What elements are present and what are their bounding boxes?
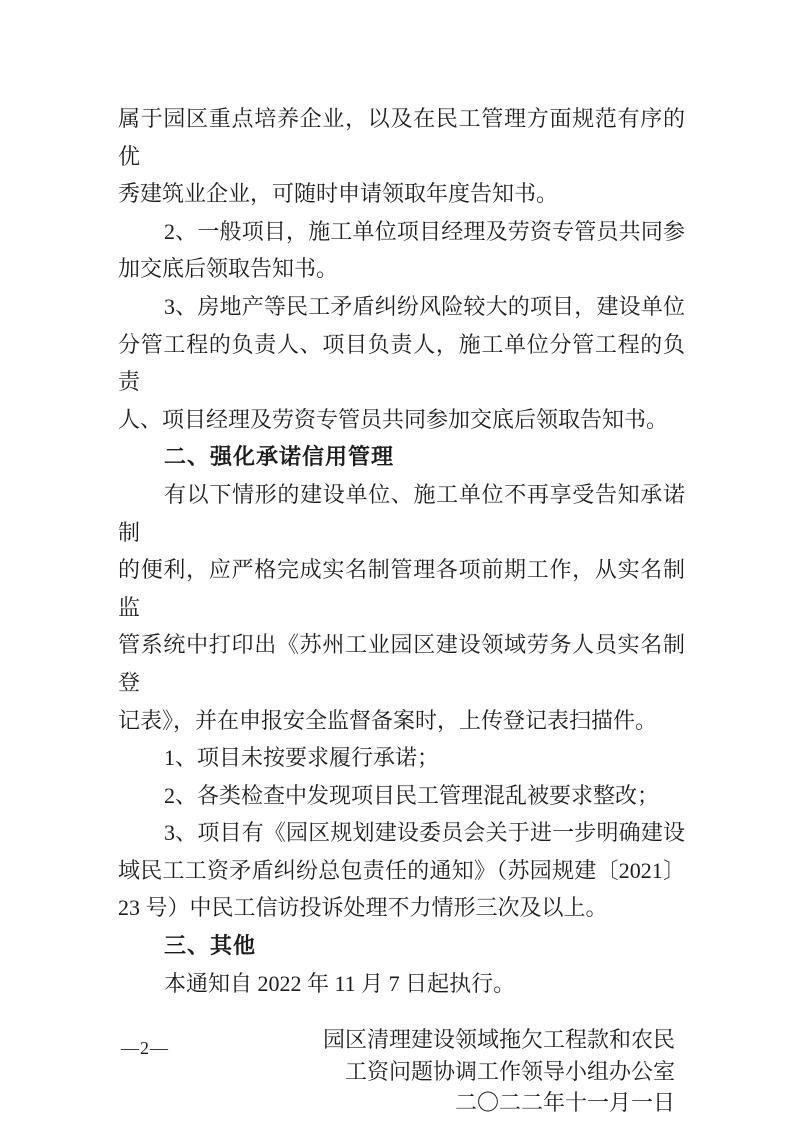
body-line: 管系统中打印出《苏州工业园区建设领域劳务人员实名制登 [118, 632, 685, 695]
body-line: 人、项目经理及劳资专管员共同参加交底后领取告知书。 [118, 406, 669, 432]
body-line: 记表》，并在申报安全监督备案时，上传登记表扫描件。 [118, 707, 658, 733]
signature-line: 二〇二二年十一月一日 [454, 1090, 675, 1116]
section-heading-3: 三、其他 [164, 933, 257, 959]
body-line: 23 号）中民工信访投诉处理不力情形三次及以上。 [118, 895, 608, 921]
body-line: 加交底后领取告知书。 [118, 256, 339, 282]
section-heading-2: 二、强化承诺信用管理 [164, 444, 395, 470]
body-line: 分管工程的负责人、项目负责人，施工单位分管工程的负责 [118, 331, 685, 395]
page-number: —2— [121, 1038, 169, 1058]
body-line: 1、项目未按要求履行承诺； [164, 745, 440, 771]
signature-line: 工资问题协调工作领导小组办公室 [344, 1058, 675, 1084]
body-line: 秀建筑业企业，可随时申请领取年度告知书。 [118, 181, 559, 207]
body-line: 域民工工资矛盾纠纷总包责任的通知》（苏园规建〔2021〕 [118, 857, 685, 883]
body-line: 有以下情形的建设单位、施工单位不再享受告知承诺制 [118, 481, 685, 545]
body-line: 3、房地产等民工矛盾纠纷风险较大的项目，建设单位 [164, 293, 685, 319]
document-body [118, 100, 685, 1119]
body-line: 3、项目有《园区规划建设委员会关于进一步明确建设 [164, 820, 685, 846]
signature-line: 园区清理建设领域拖欠工程款和农民 [322, 1027, 675, 1053]
body-line: 本通知自 2022 年 11 月 7 日起执行。 [164, 970, 516, 996]
body-line: 2、一般项目，施工单位项目经理及劳资专管员共同参 [164, 218, 685, 244]
body-line: 的便利，应严格完成实名制管理各项前期工作，从实名制监 [118, 557, 685, 620]
signature-block [118, 1024, 685, 1119]
body-line: 2、各类检查中发现项目民工管理混乱被要求整改； [164, 782, 660, 808]
body-line: 属于园区重点培养企业，以及在民工管理方面规范有序的优 [118, 106, 685, 169]
